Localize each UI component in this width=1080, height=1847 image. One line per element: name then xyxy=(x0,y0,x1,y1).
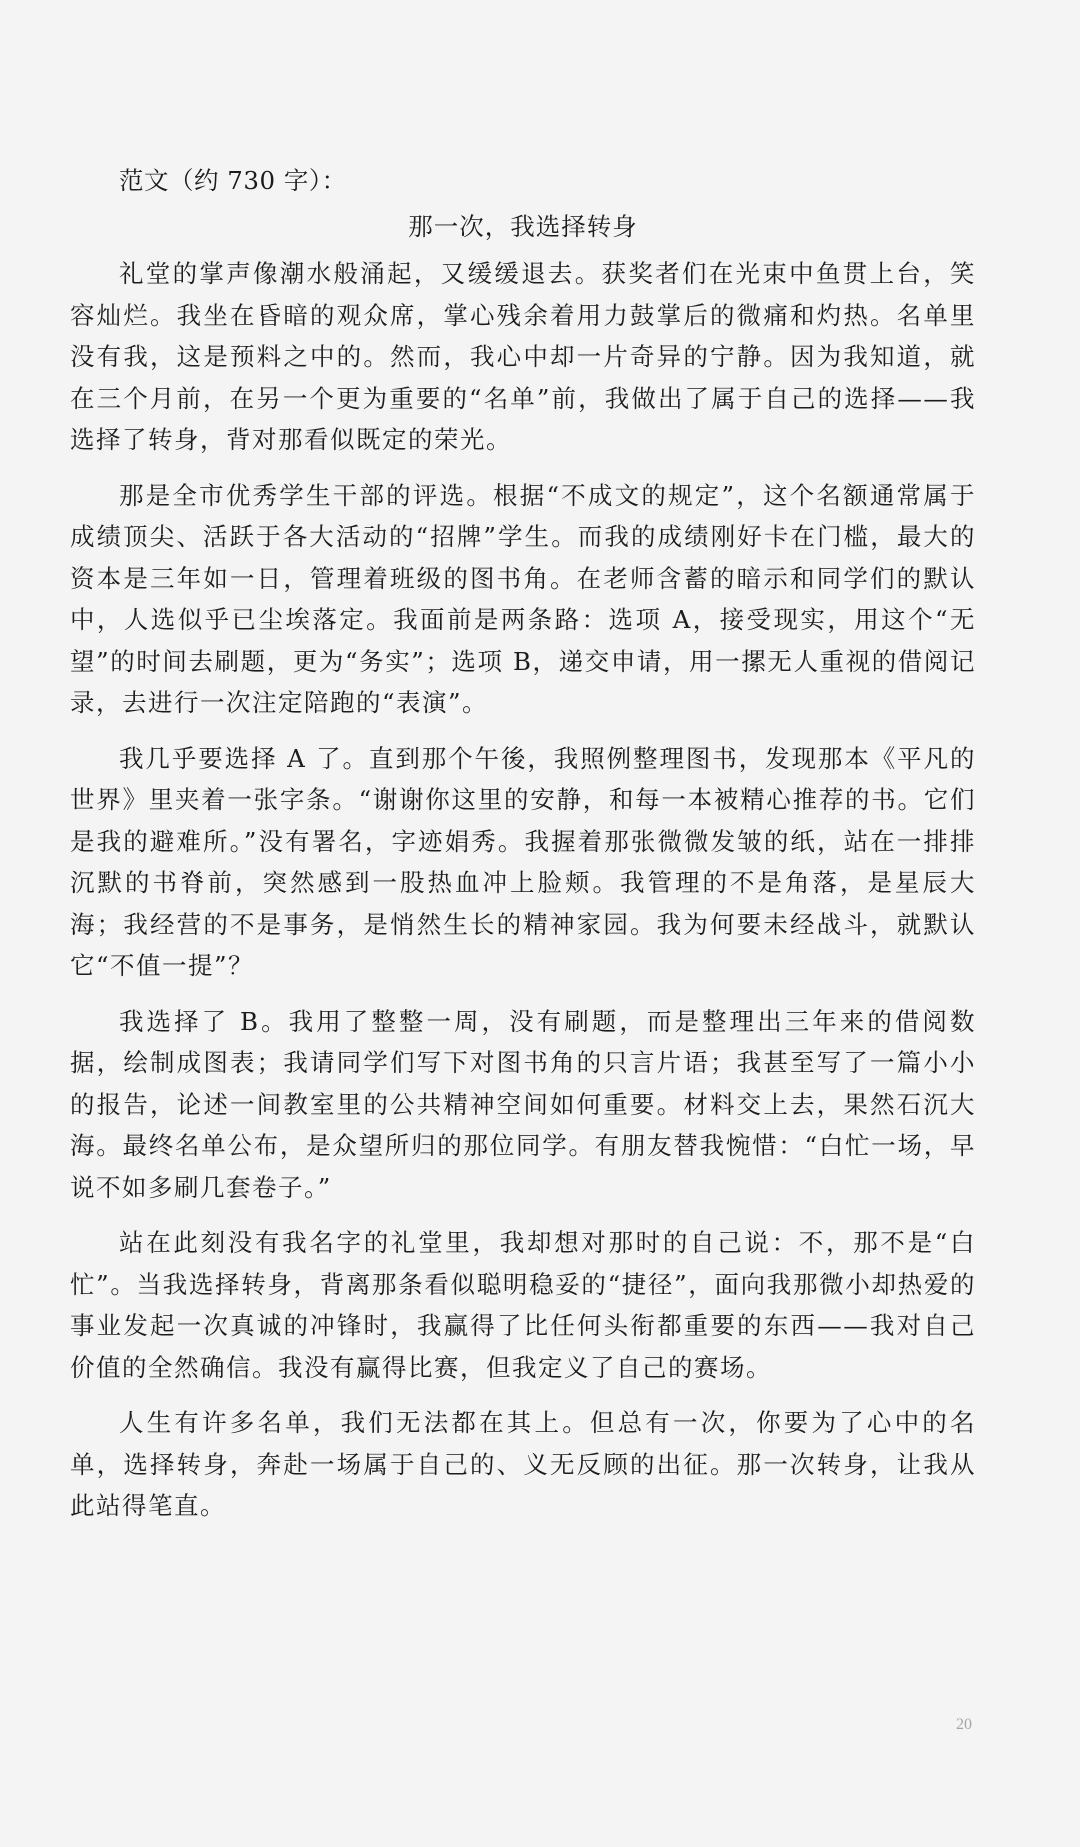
paragraph-6: 人生有许多名单，我们无法都在其上。但总有一次，你要为了心中的名单，选择转身，奔赴一场属于自己的、义无反顾的出征。那一次转身，让我从此站得笔直。 xyxy=(70,1408,976,1520)
page-number: 20 xyxy=(956,1716,972,1733)
paragraph-5: 站在此刻没有我名字的礼堂里，我却想对那时的自己说：不，那不是“白忙”。当我选择转身，背离那条看似聪明稳妥的“捷径”，面向我那微小却热爱的事业发起一次真诚的冲锋时，我赢得了比任何头衔都重要的东西——我对自己价值的全然确信。我没有赢得比赛，但我定义了自己的赛场。 xyxy=(70,1228,976,1382)
paragraph-1: 礼堂的掌声像潮水般涌起，又缓缓退去。获奖者们在光束中鱼贯上台，笑容灿烂。我坐在昏暗的观众席，掌心残余着用力鼓掌后的微痛和灼热。名单里没有我，这是预料之中的。然而，我心中却一片奇异的宁静。因为我知道，就在三个月前，在另一个更为重要的“名单”前，我做出了属于自己的选择——我选择了转身，背对那看似既定的荣光。 xyxy=(70,259,976,454)
essay-page xyxy=(70,160,976,1541)
sample-essay-label: 范文（约 730 字）： xyxy=(119,166,347,195)
paragraph-2: 那是全市优秀学生干部的评选。根据“不成文的规定”，这个名额通常属于成绩顶尖、活跃于各大活动的“招牌”学生。而我的成绩刚好卡在门槛，最大的资本是三年如一日，管理着班级的图书角。在老师含蓄的暗示和同学们的默认中，人选似乎已尘埃落定。我面前是两条路：选项 A，接受现实，用这个“无望”的时间去刷题，更为“务实”；选项 B，递交申请，用一摞无人重视的借阅记录，去进行一次注定陪跑的“表演”。 xyxy=(70,480,976,717)
paragraph-4: 我选择了 B。我用了整整一周，没有刷题，而是整理出三年来的借阅数据，绘制成图表；我请同学们写下对图书角的只言片语；我甚至写了一篇小小的报告，论述一间教室里的公共精神空间如何重要。材料交上去，果然石沉大海。最终名单公布，是众望所归的那位同学。有朋友替我惋惜：“白忙一场，早说不如多刷几套卷子。” xyxy=(70,1006,976,1202)
paragraph-3: 我几乎要选择 A 了。直到那个午後，我照例整理图书，发现那本《平凡的世界》里夹着一张字条。“谢谢你这里的安静，和每一本被精心推荐的书。它们是我的避难所。”没有署名，字迹娟秀。我握着那张微微发皱的纸，站在一排排沉默的书脊前，突然感到一股热血冲上脸颊。我管理的不是角落，是星辰大海；我经营的不是事务，是悄然生长的精神家园。我为何要未经战斗，就默认它“不值一提”？ xyxy=(70,743,976,980)
essay-title: 那一次，我选择转身 xyxy=(408,211,638,241)
